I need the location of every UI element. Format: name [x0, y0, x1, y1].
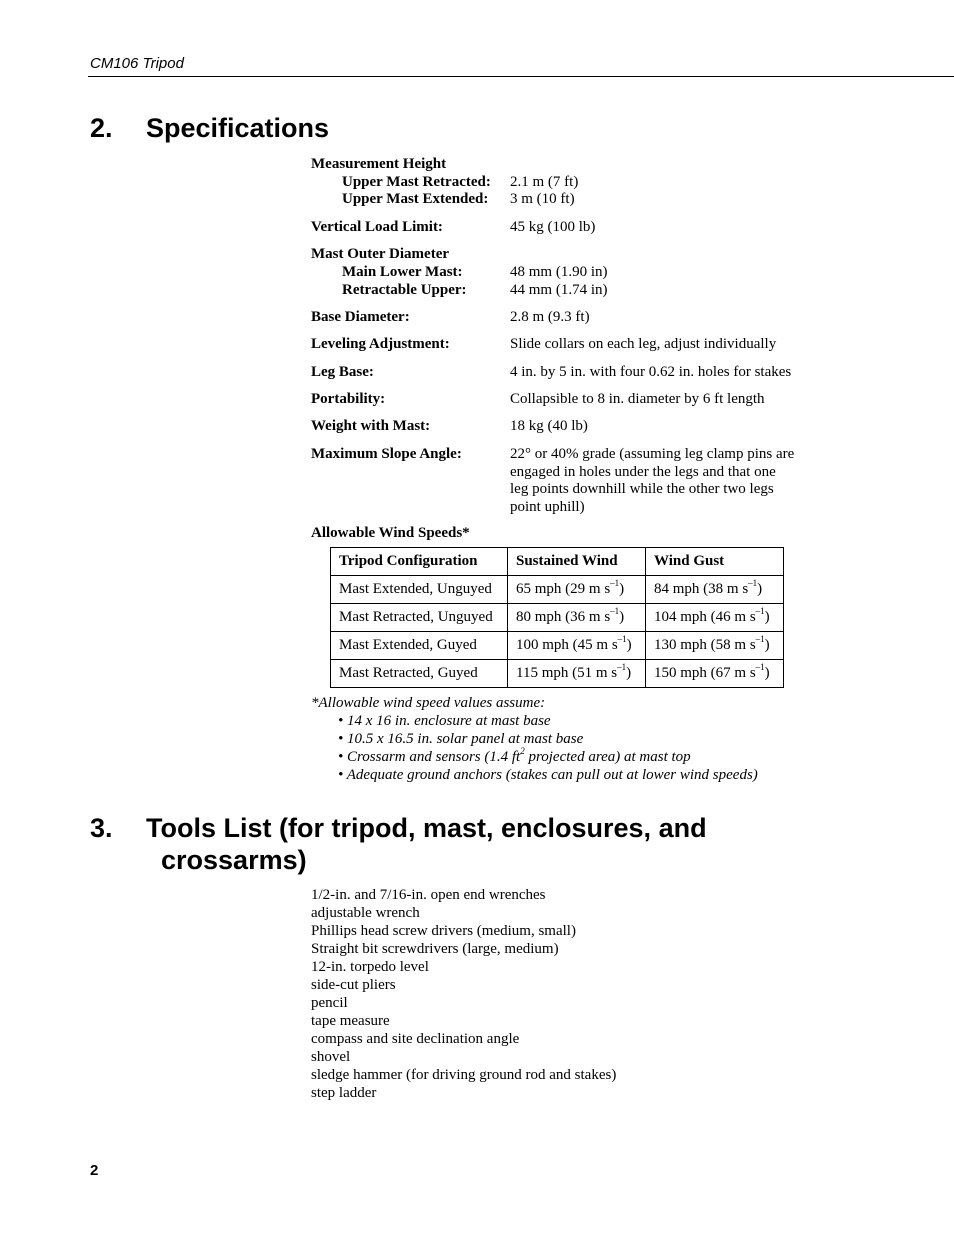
list-item: Straight bit screwdrivers (large, medium): [311, 941, 559, 957]
spec-value: 48 mm (1.90 in): [510, 264, 608, 280]
table-row: [331, 576, 784, 604]
gust-cell: 104 mph (46 m $s^{-1}$): [646, 604, 784, 632]
spec-label: Portability:: [311, 391, 386, 407]
section-number: 3.: [90, 813, 113, 843]
list-item: step ladder: [311, 1085, 377, 1101]
note-bullet: • 14 x 16 in. enclosure at mast base: [338, 713, 551, 729]
sustained-cell: 80 mph (36 m $s^{-1}$): [508, 604, 646, 632]
spec-label: Vertical Load Limit:: [311, 219, 443, 235]
note-bullet: • 10.5 x 16.5 in. solar panel at mast base: [338, 731, 584, 747]
spec-value: 2.1 m (7 ft): [510, 174, 579, 190]
list-item: side-cut pliers: [311, 977, 396, 993]
section-title-line2: crossarms): [161, 845, 307, 875]
spec-value-line: engaged in holes under the legs and that one: [510, 464, 776, 480]
spec-sublabel: Upper Mast Extended:: [342, 191, 489, 207]
spec-label: Maximum Slope Angle:: [311, 446, 462, 462]
running-header-title: CM106 Tripod: [90, 55, 184, 72]
spec-label: Leveling Adjustment:: [311, 336, 450, 352]
note-bullet: • Crossarm and sensors (1.4 $ft^2$ projected area) at mast top: [338, 746, 691, 765]
table-row: [331, 632, 784, 660]
spec-sublabel: Upper Mast Retracted:: [342, 174, 491, 190]
list-item: 12-in. torpedo level: [311, 959, 429, 975]
header-rule: [88, 76, 954, 77]
config-cell: Mast Extended, Guyed: [331, 632, 508, 660]
spec-value: 3 m (10 ft): [510, 191, 575, 207]
spec-value: 45 kg (100 lb): [510, 219, 596, 235]
column-header: Wind Gust: [646, 548, 784, 576]
table-row: [331, 604, 784, 632]
spec-label: Base Diameter:: [311, 309, 410, 325]
list-item: adjustable wrench: [311, 905, 420, 921]
list-item: compass and site declination angle: [311, 1031, 520, 1047]
config-cell: Mast Retracted, Guyed: [331, 660, 508, 688]
spec-value: 4 in. by 5 in. with four 0.62 in. holes for stakes: [510, 364, 792, 380]
column-header: Sustained Wind: [508, 548, 646, 576]
gust-cell: 130 mph (58 m $s^{-1}$): [646, 632, 784, 660]
spec-value: Collapsible to 8 in. diameter by 6 ft length: [510, 391, 765, 407]
list-item: Phillips head screw drivers (medium, small): [311, 923, 576, 939]
tools-list: [311, 886, 616, 1102]
spec-value-line: 22° or 40% grade (assuming leg clamp pins are: [510, 446, 795, 462]
spec-value-line: leg points downhill while the other two legs: [510, 481, 774, 497]
section-title: Specifications: [146, 113, 330, 143]
gust-cell: 150 mph (67 m $s^{-1}$): [646, 660, 784, 688]
spec-value: 18 kg (40 lb): [510, 418, 588, 434]
note-bullet: • Adequate ground anchors (stakes can pull out at lower wind speeds): [338, 767, 758, 783]
spec-sublabel: Main Lower Mast:: [342, 264, 463, 280]
list-item: shovel: [311, 1049, 351, 1065]
config-cell: Mast Extended, Unguyed: [331, 576, 508, 604]
column-header: Tripod Configuration: [331, 548, 508, 576]
config-cell: Mast Retracted, Unguyed: [331, 604, 508, 632]
table-row: [331, 660, 784, 688]
list-item: pencil: [311, 995, 348, 1011]
page-number: 2: [90, 1162, 99, 1179]
spec-sublabel: Retractable Upper:: [342, 282, 467, 298]
spec-value-line: point uphill): [510, 499, 585, 515]
table-header-row: [331, 548, 784, 576]
notes-intro: *Allowable wind speed values assume:: [311, 695, 546, 711]
list-item: tape measure: [311, 1013, 390, 1029]
gust-cell: 84 mph (38 m $s^{-1}$): [646, 576, 784, 604]
spec-label: Measurement Height: [311, 156, 447, 172]
list-item: 1/2-in. and 7/16-in. open end wrenches: [311, 887, 546, 903]
section-number: 2.: [90, 113, 113, 143]
sustained-cell: 100 mph (45 m $s^{-1}$): [508, 632, 646, 660]
wind-notes: [311, 694, 758, 784]
spec-value: 44 mm (1.74 in): [510, 282, 608, 298]
section-title-line1: Tools List (for tripod, mast, enclosures, and: [146, 813, 707, 843]
spec-value: Slide collars on each leg, adjust individually: [510, 336, 777, 352]
spec-value: 2.8 m (9.3 ft): [510, 309, 590, 325]
wind-speed-table: [330, 547, 784, 688]
wind-table-title: Allowable Wind Speeds*: [311, 525, 470, 541]
sustained-cell: 115 mph (51 m $s^{-1}$): [508, 660, 646, 688]
spec-label: Weight with Mast:: [311, 418, 431, 434]
sustained-cell: 65 mph (29 m $s^{-1}$): [508, 576, 646, 604]
spec-label: Mast Outer Diameter: [311, 246, 450, 262]
spec-label: Leg Base:: [311, 364, 374, 380]
list-item: sledge hammer (for driving ground rod and stakes): [311, 1067, 617, 1083]
